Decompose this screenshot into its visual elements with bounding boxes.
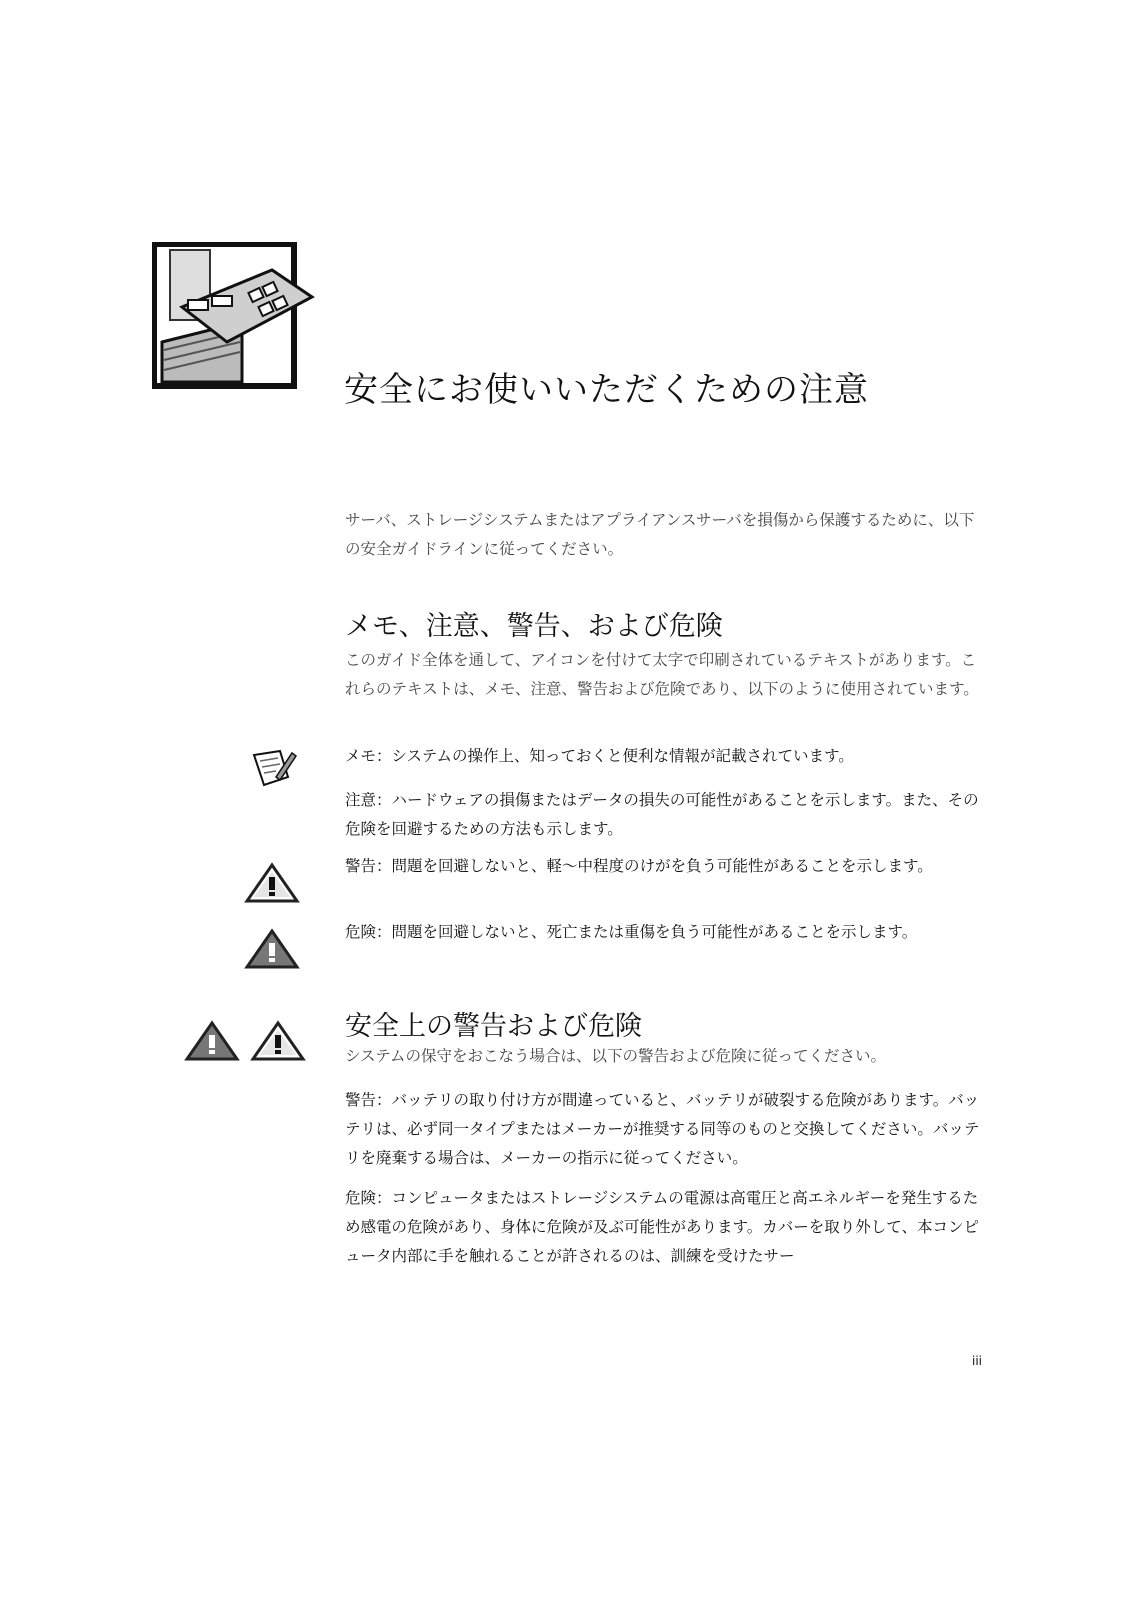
intro-paragraph: サーバ、ストレージシステムまたはアプライアンスサーバを損傷から保護するために、以下の安全ガイドラインに従ってください。	[345, 511, 975, 558]
danger-icon	[184, 1020, 240, 1062]
notice-text: 注意：ハードウェアの損傷またはデータの損失の可能性があることを示します。また、その危険を回避するための方法も示します。	[345, 791, 979, 838]
section-heading: 安全上の警告および危険	[345, 1011, 642, 1042]
danger-text: 危険：問題を回避しないと、死亡または重傷を負う可能性があることを示します。	[345, 923, 918, 941]
caution-text: 警告：バッテリの取り付け方が間違っていると、バッテリが破裂する危険があります。バッテリは、必ず同一タイプまたはメーカーが推奨する同等のものと交換してください。バッテリを廃棄する場合は、メーカーの指示に従ってください。	[345, 1091, 980, 1167]
page-number: iii	[972, 1354, 983, 1368]
section-body: システムの保守をおこなう場合は、以下の警告および危険に従ってください。	[345, 1047, 886, 1065]
caution-text: 警告：問題を回避しないと、軽〜中程度のけがを負う可能性があることを示します。	[345, 857, 933, 875]
chapter-title: 安全にお使いいただくための注意	[344, 370, 869, 410]
note-text: メモ：システムの操作上、知っておくと便利な情報が記載されています。	[345, 747, 854, 765]
section-body: このガイド全体を通して、アイコンを付けて太字で印刷されているテキストがあります。これらのテキストは、メモ、注意、警告および危険であり、以下のように使用されています。	[345, 651, 979, 698]
danger-text: 危険：コンピュータまたはストレージシステムの電源は高電圧と高エネルギーを発生するため感電の危険があり、身体に危険が及ぶ可能性があります。カバーを取り外して、本コンピュータ内部に手を触れることが許されるのは、訓練を受けたサー	[345, 1189, 979, 1265]
section-heading: メモ、注意、警告、および危険	[345, 611, 723, 642]
caution-icon	[244, 862, 300, 904]
danger-icon	[244, 928, 300, 970]
caution-icon	[250, 1020, 306, 1062]
note-icon	[250, 747, 298, 789]
computer-manual-icon	[152, 242, 322, 392]
